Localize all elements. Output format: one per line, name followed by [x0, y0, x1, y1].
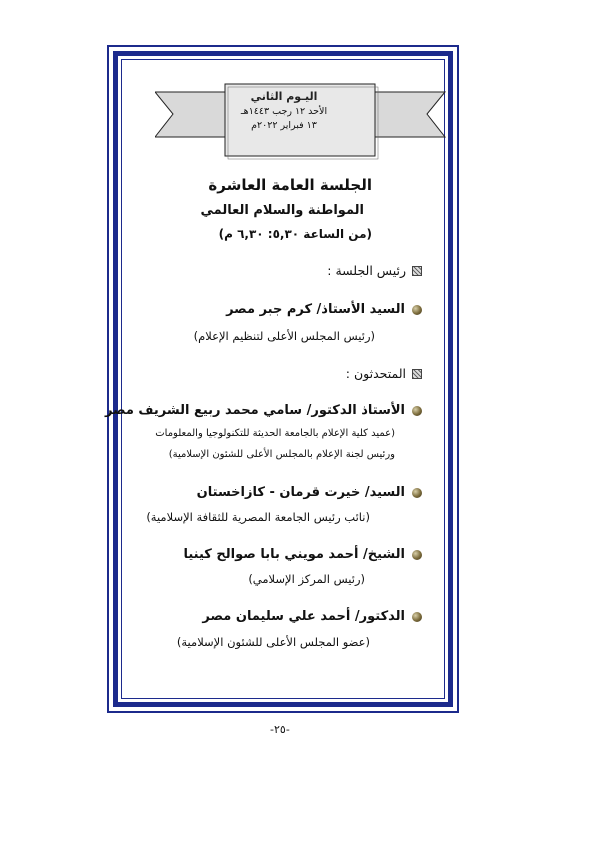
speaker-role: (نائب رئيس الجامعة المصرية للثقافة الإسلامية)	[146, 510, 370, 524]
speakers-label: المتحدثون :	[345, 366, 406, 381]
speaker-name: الدكتور/ أحمد علي سليمان مصر	[202, 609, 405, 624]
banner-text-block	[228, 89, 340, 133]
speaker-role: (عميد كلية الإعلام بالجامعة الحديثة للتكنولوجيا والمعلومات	[155, 428, 395, 439]
chair-label: رئيس الجلسة :	[327, 263, 406, 278]
speaker-entry	[105, 403, 422, 418]
speaker-name: الشيخ/ أحمد مويني بابا صوالح كينيا	[183, 547, 405, 562]
speaker-name: الأستاذ الدكتور/ سامي محمد ربيع الشريف مصر	[104, 403, 405, 418]
page-number: -٢٥-	[270, 723, 290, 736]
speaker-role: (رئيس المركز الإسلامي)	[248, 572, 365, 586]
chair-section-heading	[327, 263, 422, 278]
square-bullet-icon	[412, 369, 422, 379]
round-bullet-icon	[412, 488, 422, 498]
speaker-role: (عضو المجلس الأعلى للشئون الإسلامية)	[176, 635, 370, 649]
round-bullet-icon	[412, 406, 422, 416]
round-bullet-icon	[412, 305, 422, 315]
hijri-date: الأحد ١٢ رجب ١٤٤٣هـ	[240, 106, 328, 117]
chair-name: السيد الأستاذ/ كرم جبر مصر	[226, 302, 405, 317]
day-title: اليـوم الثاني	[250, 90, 318, 103]
speaker-name: السيد/ خيرت قرمان - كازاخستان	[196, 485, 405, 500]
speaker-role: ورئيس لجنة الإعلام بالمجلس الأعلى للشئون الإسلامية)	[168, 449, 395, 460]
square-bullet-icon	[412, 266, 422, 276]
session-theme: المواطنة والسلام العالمي	[200, 203, 364, 218]
session-title: الجلسة العامة العاشرة	[208, 176, 372, 194]
speaker-entry	[197, 485, 422, 500]
round-bullet-icon	[412, 550, 422, 560]
speakers-section-heading	[346, 366, 422, 381]
session-time: (من الساعة ٥,٣٠: ٦,٣٠ م)	[218, 227, 372, 241]
speaker-entry	[183, 547, 422, 562]
chair-entry	[226, 302, 422, 317]
chair-role: (رئيس المجلس الأعلى لتنظيم الإعلام)	[193, 329, 375, 343]
gregorian-date: ١٣ فبراير ٢٠٢٢م	[251, 120, 317, 131]
round-bullet-icon	[412, 612, 422, 622]
speaker-entry	[202, 609, 422, 624]
